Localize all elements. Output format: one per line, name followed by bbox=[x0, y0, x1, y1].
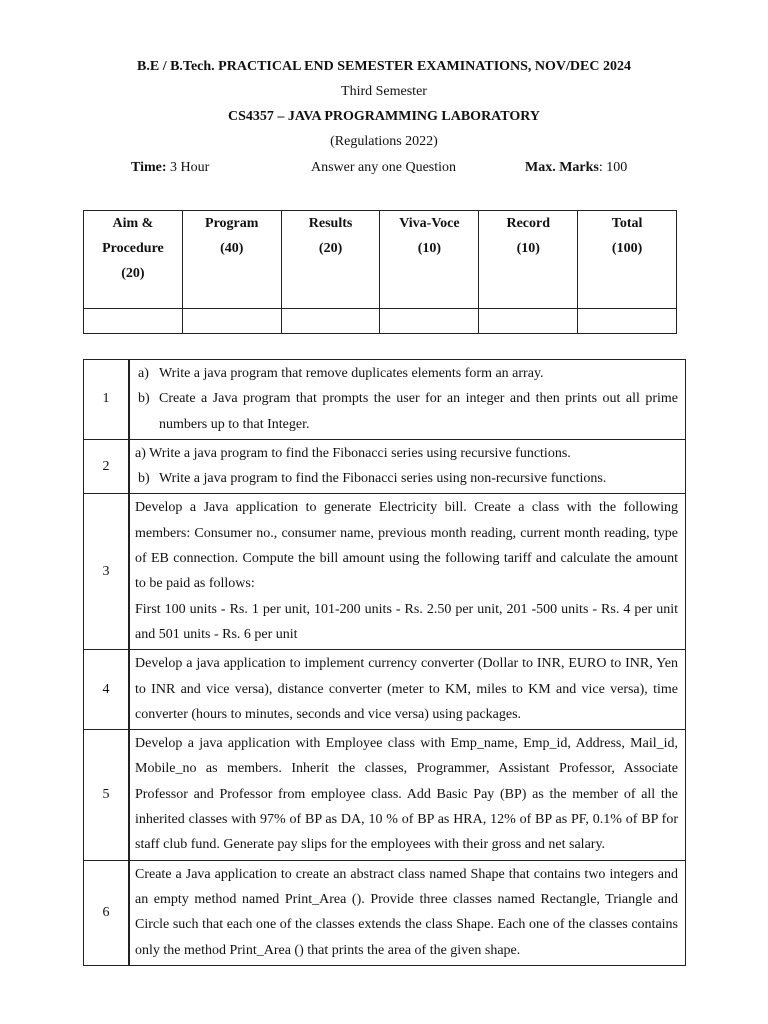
marks-col-total: Total (100) bbox=[578, 211, 677, 309]
marks-col-program: Program (40) bbox=[182, 211, 281, 309]
time-info bbox=[131, 160, 209, 176]
semester: Third Semester bbox=[341, 84, 427, 99]
question-text: Develop a Java application to generate Electricity bill. Create a class with the following members: Consumer no., consumer name, previous month reading, current month reading, type of EB connection. Compute the bill amount using the following tariff and calculate the amount to be paid as follows: First 100 units - Rs. 1 per unit, 101-200 units - Rs. 2.50 per unit, 201 -500 units - Rs. 4 per unit and 501 units - Rs. 6 per unit bbox=[129, 494, 686, 650]
question-row bbox=[84, 730, 686, 860]
question-number: 4 bbox=[84, 650, 130, 730]
marks-col-viva: Viva-Voce (10) bbox=[380, 211, 479, 309]
question-text: a) Write a java program that remove duplicates elements form an array. b) Create a Java program that prompts the user for an integer and then prints out all prime numbers up to that Integer. bbox=[129, 360, 686, 440]
marks-entry-cell bbox=[380, 309, 479, 334]
marks-entry-row bbox=[84, 309, 677, 334]
instruction: Answer any one Question bbox=[311, 160, 457, 175]
regulations: (Regulations 2022) bbox=[330, 134, 438, 149]
marks-table bbox=[83, 210, 677, 334]
question-number: 1 bbox=[84, 360, 130, 440]
exam-title: B.E / B.Tech. PRACTICAL END SEMESTER EXAMINATIONS, NOV/DEC 2024 bbox=[137, 59, 631, 74]
question-number: 2 bbox=[84, 439, 130, 494]
question-number: 3 bbox=[84, 494, 130, 650]
marks-header-row bbox=[84, 211, 677, 309]
course-title: CS4357 – JAVA PROGRAMMING LABORATORY bbox=[228, 109, 540, 124]
marks-entry-cell bbox=[84, 309, 183, 334]
question-number: 6 bbox=[84, 860, 130, 965]
marks-col-results: Results (20) bbox=[281, 211, 380, 309]
question-text: a) Write a java program to find the Fibonacci series using recursive functions. b) Write a java program to find the Fibonacci series using non-recursive functions. bbox=[129, 439, 686, 494]
question-row bbox=[84, 494, 686, 650]
question-text: Develop a java application to implement currency converter (Dollar to INR, EURO to INR, Yen to INR and vice versa), distance converter (meter to KM, miles to KM and vice versa), time converter (hours to minutes, seconds and vice versa) using packages. bbox=[129, 650, 686, 730]
marks-value: : 100 bbox=[598, 160, 628, 175]
marks-label: Max. Marks bbox=[525, 160, 599, 175]
question-row bbox=[84, 360, 686, 440]
marks-entry-cell bbox=[479, 309, 578, 334]
max-marks-info bbox=[525, 160, 627, 176]
marks-entry-cell bbox=[281, 309, 380, 334]
questions-table bbox=[83, 359, 686, 966]
marks-entry-cell bbox=[182, 309, 281, 334]
marks-col-aim: Aim & Procedure (20) bbox=[84, 211, 183, 309]
time-label: Time: bbox=[131, 160, 167, 175]
marks-entry-cell bbox=[578, 309, 677, 334]
question-text: Develop a java application with Employee class with Emp_name, Emp_id, Address, Mail_id, Mobile_no as members. Inherit the classes, Programmer, Assistant Professor, Associate Professor and Professor from employee class. Add Basic Pay (BP) as the member of all the inherited classes with 97% of BP as DA, 10 % of BP as HRA, 12% of BP as PF, 0.1% of BP for staff club fund. Generate pay slips for the employees with their gross and net salary. bbox=[129, 730, 686, 860]
question-row bbox=[84, 439, 686, 494]
time-value: 3 Hour bbox=[166, 160, 210, 175]
question-row bbox=[84, 860, 686, 965]
question-text: Create a Java application to create an abstract class named Shape that contains two integers and an empty method named Print_Area (). Provide three classes named Rectangle, Triangle and Circle such that each one of the classes extends the class Shape. Each one of the classes contains only the method Print_Area () that prints the area of the given shape. bbox=[129, 860, 686, 965]
question-number: 5 bbox=[84, 730, 130, 860]
question-row bbox=[84, 650, 686, 730]
marks-col-record: Record (10) bbox=[479, 211, 578, 309]
